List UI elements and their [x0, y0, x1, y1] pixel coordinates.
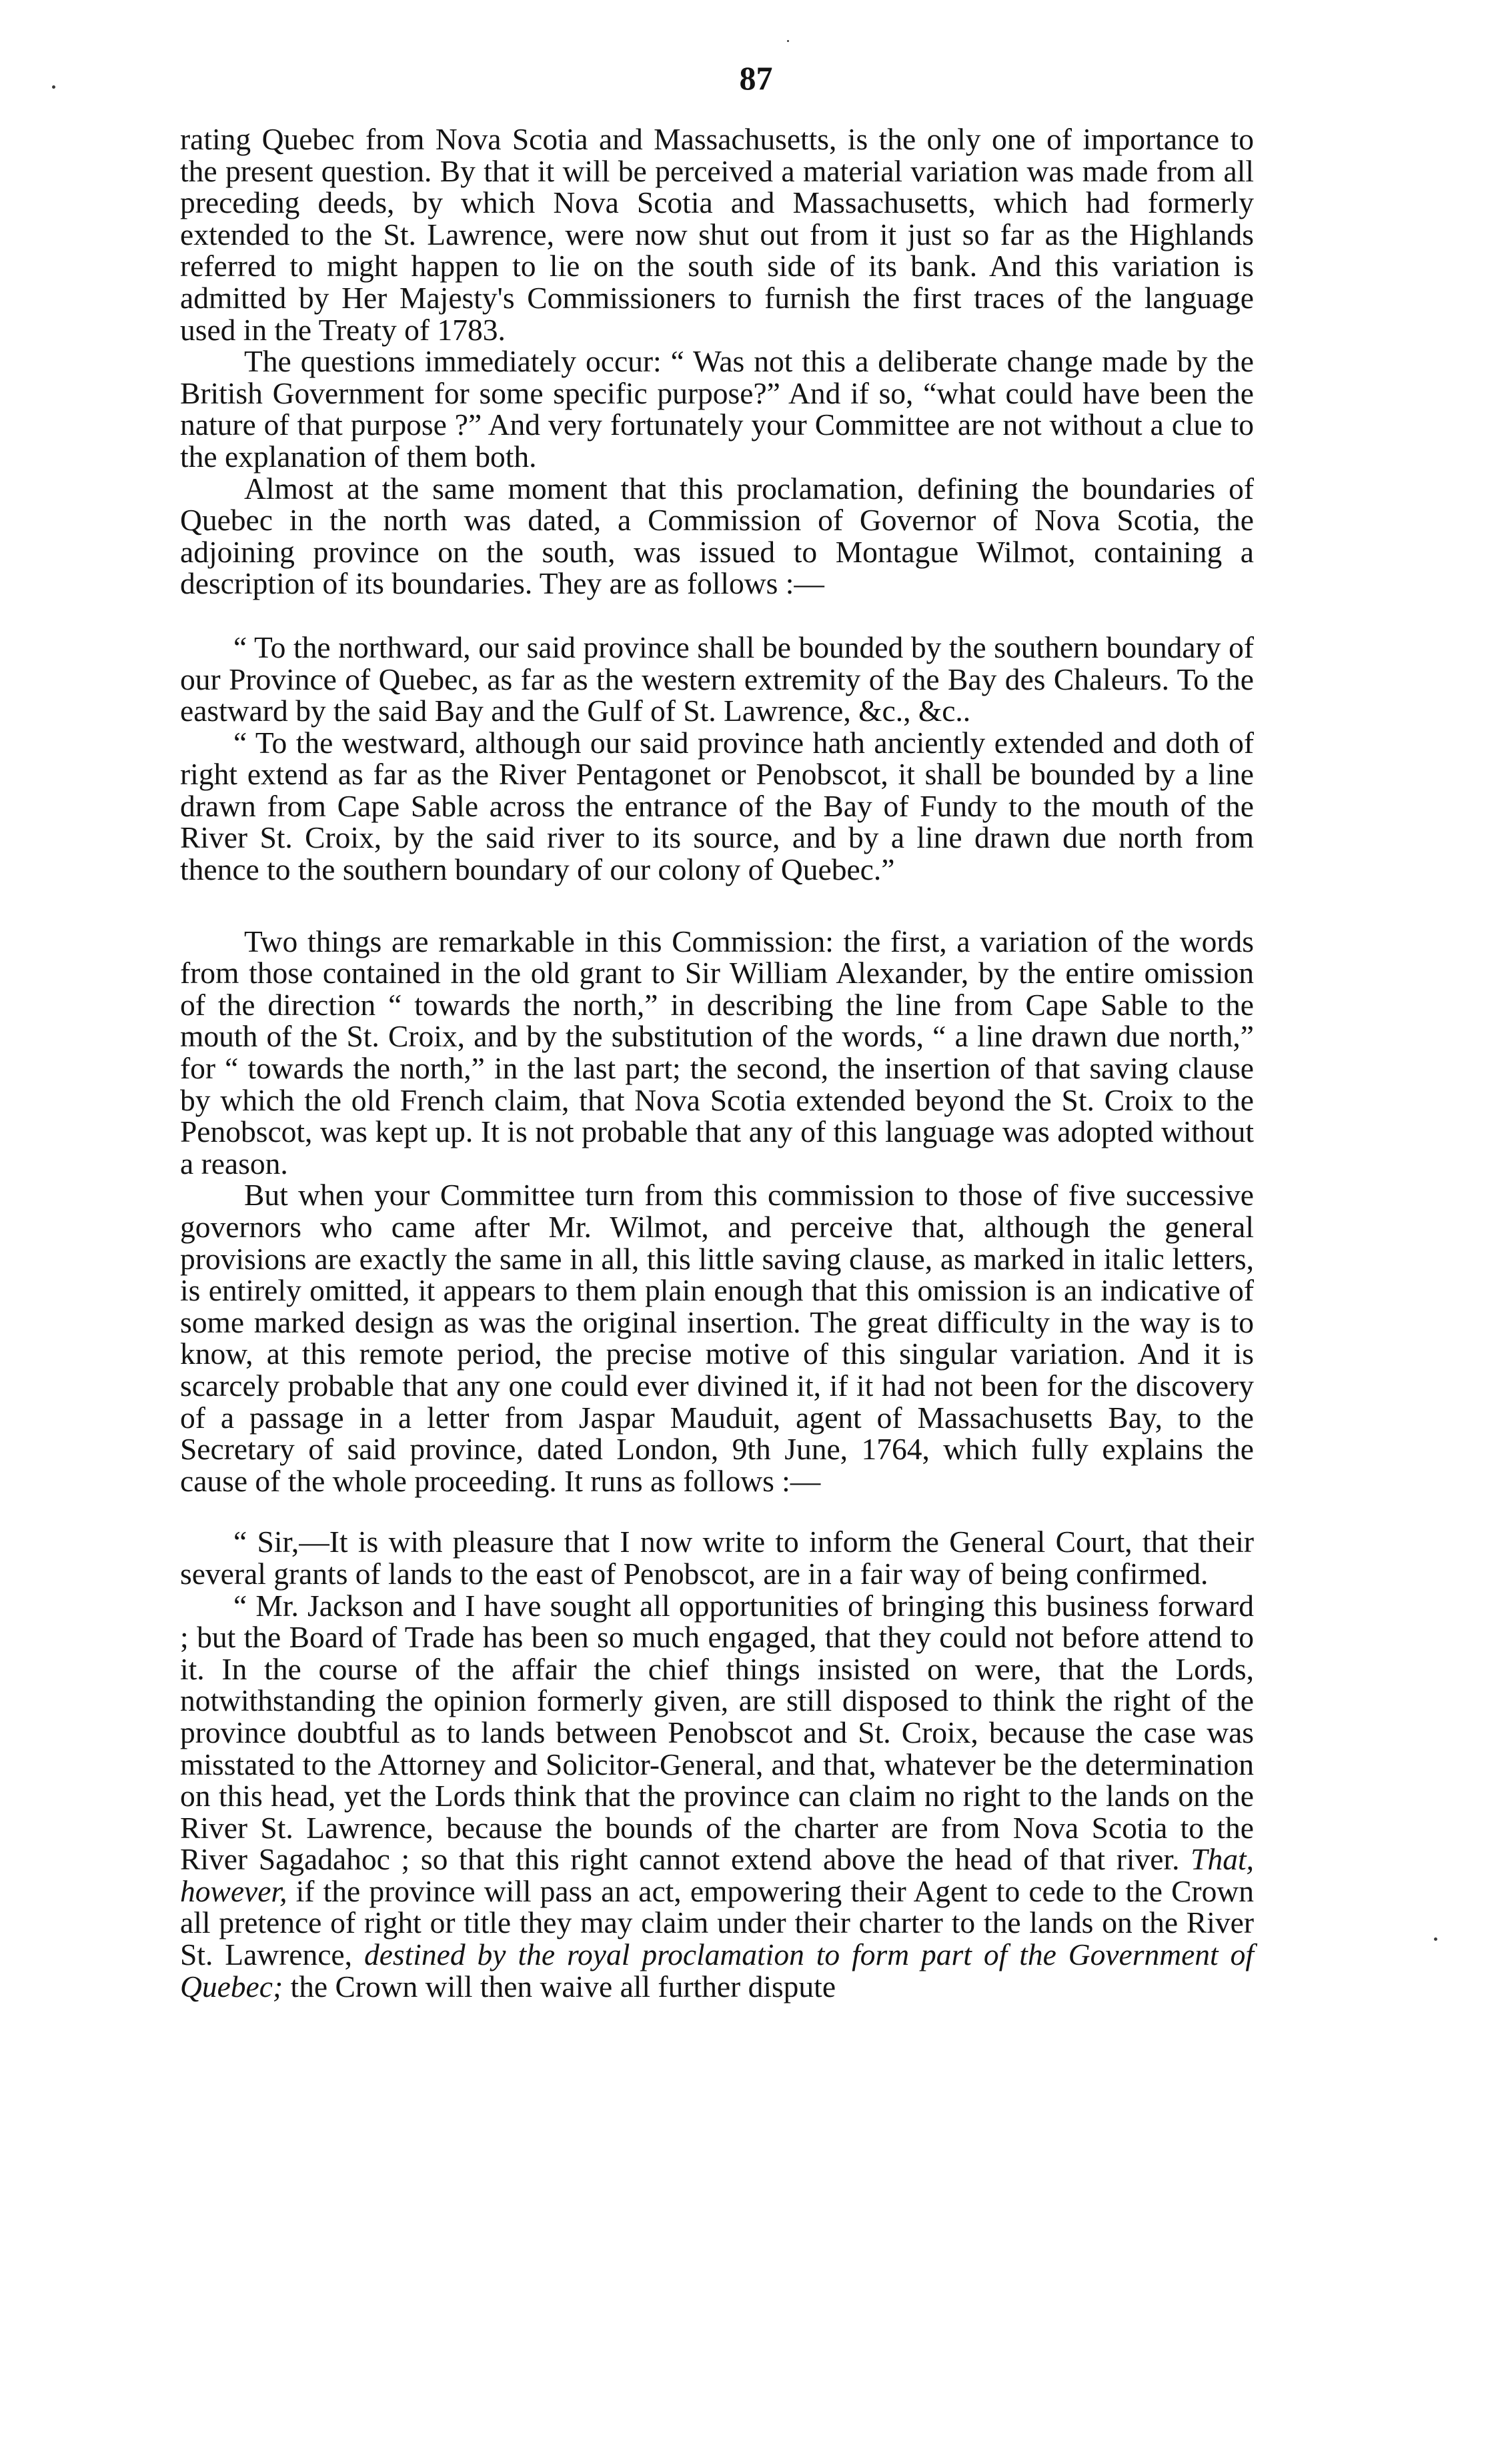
- italic-text: That, however,: [180, 1842, 1254, 1908]
- paragraph: Almost at the same moment that this proclamation, defining the boundaries of Quebec in the north was dated, a Commission of Governor of Nova Scotia, the adjoining province on the south, was issued to Montague Wilmot, containing a description of its boundaries. They are as follows :—: [180, 471, 1254, 601]
- letter-text: the Crown will then waive all further dispute: [290, 1969, 836, 2003]
- quoted-letter-paragraph: “ Sir,—It is with pleasure that I now write to inform the General Court, that their several grants of lands to the east of Penobscot, are in a fair way of being confirmed.: [180, 1525, 1254, 1591]
- paragraph: The questions immediately occur: “ Was not this a deliberate change made by the British Government for some specific purpose?” And if so, “what could have been the nature of that purpose ?” And very fortunately your Committee are not without a clue to the explanation of them both.: [180, 344, 1254, 474]
- scan-speck: [52, 85, 55, 89]
- paragraph: rating Quebec from Nova Scotia and Massachusetts, is the only one of importance to the present question. By that it will be perceived a material variation was made from all preceding deeds, by which Nova Scotia and Massachusetts, which had formerly extended to the St. Lawrence, were now shut out from it just so far as the Highlands referred to might happen to lie on the south side of its bank. And this variation is admitted by Her Majesty's Commissioners to furnish the first traces of the language used in the Treaty of 1783.: [180, 122, 1254, 347]
- scan-speck: [1434, 1937, 1437, 1941]
- italic-text: destined by the royal proclamation to form part of the Government of Quebec;: [180, 1937, 1255, 2003]
- letter-text: “ Mr. Jackson and I have sought all opportunities of bringing this business forward ; but the Board of Trade has been so much engaged, that they could not before attend to it. In the course of the affair the chief things insisted on were, that the Lords, notwithstanding the opinion formerly given, are still disposed to think the right of the province doubtful as to lands between Penobscot and St. Croix, because the case was misstated to the Attorney and Solicitor-General, and that, whatever be the determination on this head, yet the Lords think that the province can claim no right to the lands on the River St. Lawrence, because the bounds of the charter are from Nova Scotia to the River Sagadahoc ; so that this right cannot extend above the head of that river.: [180, 1588, 1254, 1877]
- paragraph: Two things are remarkable in this Commission: the first, a variation of the words from those contained in the old grant to Sir William Alexander, by the entire omission of the direction “ towards the north,” in describing the line from Cape Sable to the mouth of the St. Croix, and by the substitution of the words, “ a line drawn due north,” for “ towards the north,” in the last part; the second, the insertion of that saving clause by which the old French claim, that Nova Scotia extended beyond the St. Croix to the Penobscot, was kept up. It is not probable that any of this language was adopted without a reason.: [180, 924, 1254, 1180]
- scan-speck: [787, 40, 789, 42]
- quoted-letter-paragraph: [180, 1590, 1254, 2003]
- letter-text: if the province will pass an act, empowering their Agent to cede to the Crown all pretence of right or title they may claim under their charter to the lands on the River St. Lawrence,: [180, 1873, 1255, 1972]
- quoted-commission-paragraph: “ To the northward, our said province shall be bounded by the southern boundary of our Province of Quebec, as far as the western extremity of the Bay des Chaleurs. To the eastward by the said Bay and the Gulf of St. Lawrence, &c., &c..: [180, 630, 1254, 728]
- text-column: [180, 123, 1254, 2002]
- quoted-commission-paragraph: “ To the westward, although our said province hath anciently extended and doth of right extend as far as the River Pentagonet or Penobscot, it shall be bounded by a line drawn from Cape Sable across the entrance of the Bay of Fundy to the mouth of the River St. Croix, by the said river to its source, and by a line drawn due north from thence to the southern boundary of our colony of Quebec.”: [180, 725, 1254, 887]
- page-number: 87: [739, 59, 773, 97]
- paragraph: But when your Committee turn from this commission to those of five successive governors who came after Mr. Wilmot, and perceive that, although the general provisions are exactly the same in all, this little saving clause, as marked in italic letters, is entirely omitted, it appears to them plain enough that this omission is an indicative of some marked design as was the original insertion. The great difficulty in the way is to know, at this remote period, the precise motive of this singular variation. And it is scarcely probable that any one could ever divined it, if it had not been for the discovery of a passage in a letter from Jaspar Mauduit, agent of Massachusetts Bay, to the Secretary of said province, dated London, 9th June, 1764, which fully explains the cause of the whole proceeding. It runs as follows :—: [180, 1178, 1254, 1498]
